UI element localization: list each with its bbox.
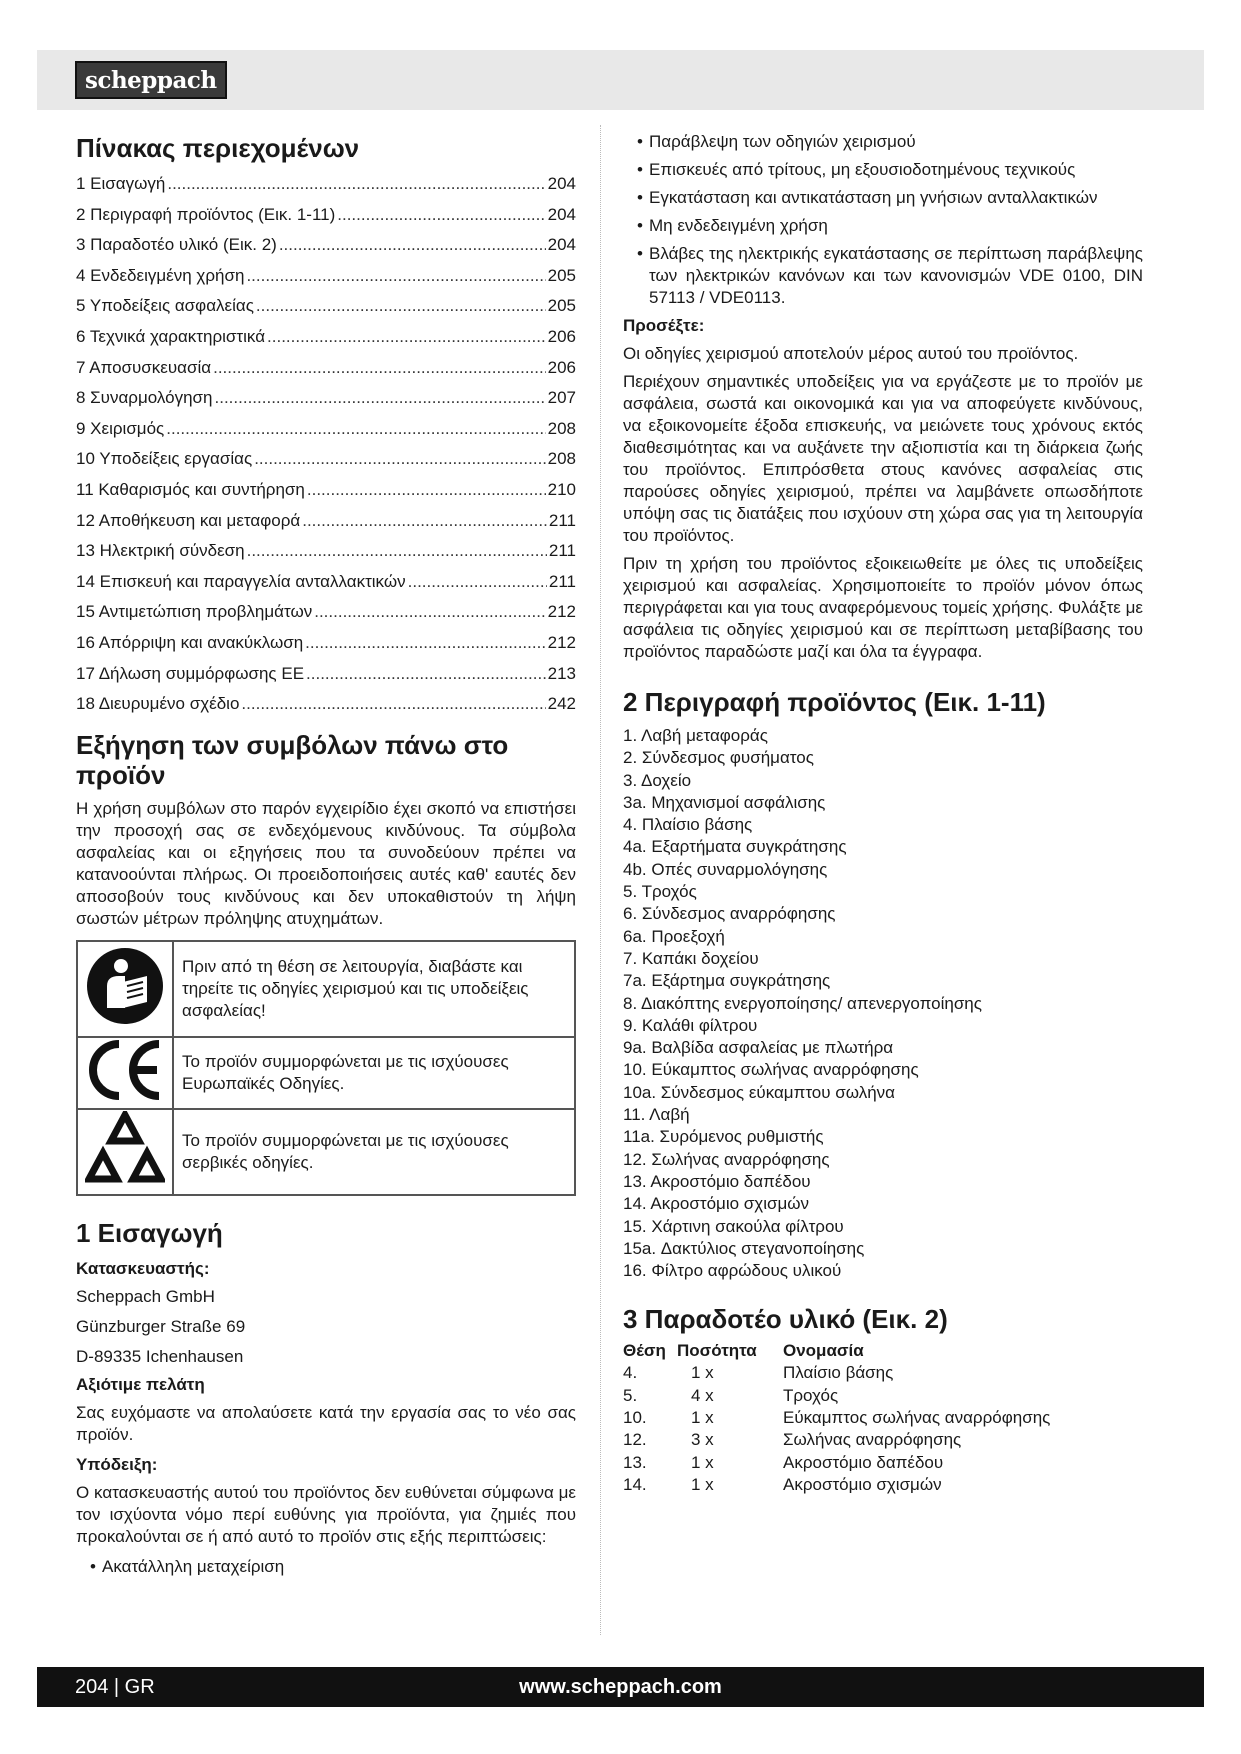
scope-position: 5. — [623, 1385, 638, 1405]
read-manual-icon — [85, 946, 165, 1026]
toc-leader-dots — [408, 567, 547, 598]
symbol-text: Πριν από τη θέση σε λειτουργία, διαβάστε και τηρείτε τις οδηγίες χειρισμού και τις υποδείξεις ασφαλείας! — [173, 941, 575, 1037]
toc-item[interactable] — [76, 475, 576, 506]
toc-item-page: 242 — [547, 694, 576, 714]
scope-quantity: 1 x — [691, 1408, 714, 1428]
bullet-item: • Μη ενδεδειγμένη χρήση — [637, 215, 1143, 237]
toc-item[interactable] — [76, 322, 576, 353]
toc-item[interactable] — [76, 628, 576, 659]
symbols-title: Εξήγηση των συμβόλων πάνω στο προϊόν — [76, 729, 509, 790]
symbol-text: Το προϊόν συμμορφώνεται με τις ισχύουσες Ευρωπαϊκές Οδηγίες. — [173, 1037, 575, 1109]
toc-item[interactable] — [76, 597, 576, 628]
attention-paragraph: Περιέχουν σημαντικές υποδείξεις για να εργάζεστε με το προϊόν με ασφάλεια, σωστά και οικονομικά και για να αποφεύγετε κινδύνους, να εξοικονομείτε έξοδα επισκευής, να μειώνετε τους χρόνους εκτός διαθεσιμότητας και να αυξάνετε την αξιοπιστία και τη διάρκεια ζωής του προϊόντος. Επιπρόσθετα στους κανόνες ασφαλείας στις παρούσες οδηγίες χειρισμού, πρέπει να λαμβάνετε οπωσδήποτε υπόψη σας τις διατάξεις που ισχύουν στη χώρα σας για τη λειτουργία του προϊόντος. — [623, 372, 1143, 545]
toc-leader-dots — [215, 383, 546, 414]
toc-item-title: 5 Υποδείξεις ασφαλείας — [76, 296, 254, 316]
toc-leader-dots — [307, 475, 546, 506]
scope-title: 3 Παραδοτέο υλικό (Εικ. 2) — [623, 1304, 948, 1335]
manufacturer-line: D-89335 Ichenhausen — [76, 1346, 244, 1366]
toc-item[interactable] — [76, 169, 576, 200]
part-item: 14. Ακροστόμιο σχισμών — [623, 1194, 810, 1214]
intro-title: 1 Εισαγωγή — [76, 1217, 223, 1248]
toc-leader-dots — [167, 169, 545, 200]
customer-label: Αξιότιμε πελάτη — [76, 1374, 205, 1394]
symbol-icon-cell — [77, 1109, 173, 1195]
part-item: 2. Σύνδεσμος φυσήματος — [623, 748, 814, 768]
toc-item-page: 205 — [547, 265, 576, 285]
footer-url[interactable]: www.scheppach.com — [519, 1676, 722, 1698]
scope-position: 4. — [623, 1363, 638, 1383]
scope-header-quantity: Ποσότητα — [677, 1341, 757, 1361]
toc-item[interactable] — [76, 444, 576, 475]
toc-item[interactable] — [76, 567, 576, 598]
part-item: 15a. Δακτύλιος στεγανοποίησης — [623, 1238, 865, 1258]
scope-name: Ακροστόμιο σχισμών — [783, 1474, 942, 1494]
scope-row — [623, 1474, 1050, 1496]
toc-leader-dots — [166, 414, 545, 445]
part-item: 8. Διακόπτης ενεργοποίησης/ απενεργοποίησης — [623, 993, 982, 1013]
footer-page-number: 204 | GR — [75, 1676, 155, 1698]
symbol-icon-cell — [77, 941, 173, 1037]
scheppach-logo: scheppach — [75, 61, 227, 99]
toc-leader-dots — [314, 597, 545, 628]
part-item: 10a. Σύνδεσμος εύκαμπτου σωλήνα — [623, 1082, 896, 1102]
toc-leader-dots — [279, 230, 546, 261]
bullet-item: • Εγκατάσταση και αντικατάσταση μη γνήσιων ανταλλακτικών — [637, 187, 1143, 209]
note-label: Υπόδειξη: — [76, 1454, 158, 1474]
scope-position: 12. — [623, 1430, 647, 1450]
toc-item[interactable] — [76, 383, 576, 414]
symbol-text: Το προϊόν συμμορφώνεται με τις ισχύουσες σερβικές οδηγίες. — [173, 1109, 575, 1195]
part-item: 5. Τροχός — [623, 882, 697, 902]
toc-item-title: 11 Καθαρισμός και συντήρηση — [76, 479, 305, 499]
scope-name: Τροχός — [783, 1385, 839, 1405]
scope-quantity: 1 x — [691, 1474, 714, 1494]
attention-label: Προσέξτε: — [623, 316, 705, 335]
toc-item[interactable] — [76, 261, 576, 292]
part-item: 3a. Μηχανισμοί ασφάλισης — [623, 792, 826, 812]
part-item: 9a. Βαλβίδα ασφαλείας με πλωτήρα — [623, 1038, 894, 1058]
toc-item[interactable] — [76, 506, 576, 537]
toc-list — [76, 169, 576, 720]
toc-item-title: 9 Χειρισμός — [76, 418, 165, 438]
bullet-item: • Επισκευές από τρίτους, μη εξουσιοδοτημένους τεχνικούς — [637, 159, 1143, 181]
scope-name: Εύκαμπτος σωλήνας αναρρόφησης — [783, 1408, 1051, 1428]
part-item: 7a. Εξάρτημα συγκράτησης — [623, 971, 831, 991]
toc-item-title: 15 Αντιμετώπιση προβλημάτων — [76, 602, 313, 622]
left-column — [76, 125, 576, 1584]
symbol-row — [77, 941, 575, 1037]
toc-item[interactable] — [76, 353, 576, 384]
scope-quantity: 1 x — [691, 1363, 714, 1383]
liability-bullets-right — [623, 131, 1143, 309]
column-divider — [600, 125, 601, 1635]
toc-item-title: 12 Αποθήκευση και μεταφορά — [76, 510, 301, 530]
toc-item-title: 16 Απόρριψη και ανακύκλωση — [76, 632, 304, 652]
toc-item-title: 2 Περιγραφή προϊόντος (Εικ. 1-11) — [76, 204, 336, 224]
toc-item-page: 213 — [547, 663, 576, 683]
scope-name: Σωλήνας αναρρόφησης — [783, 1430, 962, 1450]
part-item: 10. Εύκαμπτος σωλήνας αναρρόφησης — [623, 1060, 919, 1080]
toc-item-title: 6 Τεχνικά χαρακτηριστικά — [76, 326, 266, 346]
part-item: 13. Ακροστόμιο δαπέδου — [623, 1171, 811, 1191]
attention-paragraph: Πριν τη χρήση του προϊόντος εξοικειωθείτε με όλες τις υποδείξεις χειρισμού και ασφαλείας. Χρησιμοποιείτε το προϊόν μόνον όπως περιγράφεται και για τους αναφερόμενους τομείς χρήσης. Φυλάξτε με ασφάλεια τις οδηγίες χειρισμού και σε περίπτωση μεταβίβασης του προϊόντος παραδώστε μαζί και όλα τα έγγραφα. — [623, 554, 1143, 661]
part-item: 12. Σωλήνας αναρρόφησης — [623, 1149, 830, 1169]
part-item: 16. Φίλτρο αφρώδους υλικού — [623, 1261, 842, 1281]
scope-position: 13. — [623, 1452, 647, 1472]
bullet-item: • Ακατάλληλη μεταχείριση — [90, 1556, 576, 1578]
toc-item-page: 212 — [547, 602, 576, 622]
toc-item[interactable] — [76, 414, 576, 445]
symbol-icon-cell — [77, 1037, 173, 1109]
page-header — [37, 50, 1204, 110]
toc-item-page: 206 — [547, 357, 576, 377]
toc-item[interactable] — [76, 230, 576, 261]
scope-quantity: 4 x — [691, 1385, 714, 1405]
toc-leader-dots — [267, 322, 546, 353]
toc-leader-dots — [246, 261, 545, 292]
toc-item-page: 212 — [547, 632, 576, 652]
manufacturer-label: Κατασκευαστής: — [76, 1258, 210, 1278]
toc-item-title: 17 Δήλωση συμμόρφωσης ΕΕ — [76, 663, 305, 683]
toc-leader-dots — [302, 506, 547, 537]
scope-header-row — [623, 1340, 1050, 1362]
toc-item-page: 205 — [547, 296, 576, 316]
bullet-item: • Βλάβες της ηλεκτρικής εγκατάστασης σε περίπτωση παράβλεψης των ηλεκτρικών κανόνων και των κανονισμών VDE 0100, DIN 57113 / VDE0113. — [637, 243, 1143, 309]
toc-item[interactable] — [76, 536, 576, 567]
toc-item-page: 204 — [547, 174, 576, 193]
toc-item-page: 208 — [547, 449, 576, 469]
toc-leader-dots — [256, 291, 546, 322]
part-item: 4. Πλαίσιο βάσης — [623, 815, 753, 835]
toc-item[interactable] — [76, 689, 576, 720]
toc-item-title: 18 Διευρυμένο σχέδιο — [76, 694, 240, 714]
toc-leader-dots — [247, 536, 547, 567]
scope-row — [623, 1362, 1050, 1384]
toc-item-page: 211 — [548, 510, 576, 530]
toc-item-page: 207 — [547, 388, 576, 408]
toc-leader-dots — [337, 200, 545, 231]
toc-title: Πίνακας περιεχομένων — [76, 133, 360, 163]
scope-body — [623, 1362, 1050, 1496]
toc-item-page: 206 — [547, 326, 576, 346]
part-item: 6a. Προεξοχή — [623, 926, 725, 946]
toc-item-title: 7 Αποσυσκευασία — [76, 357, 212, 377]
symbol-row — [77, 1109, 575, 1195]
scope-table — [623, 1340, 1050, 1496]
customer-text: Σας ευχόμαστε να απολαύσετε κατά την εργασία σας το νέο σας προϊόν. — [76, 1402, 576, 1444]
part-item: 4a. Εξαρτήματα συγκράτησης — [623, 837, 847, 857]
toc-item-title: 14 Επισκευή και παραγγελία ανταλλακτικών — [76, 571, 406, 591]
toc-item-title: 13 Ηλεκτρική σύνδεση — [76, 541, 245, 561]
toc-item-title: 10 Υποδείξεις εργασίας — [76, 449, 253, 469]
scope-position: 14. — [623, 1474, 647, 1494]
attention-paragraph: Οι οδηγίες χειρισμού αποτελούν μέρος αυτού του προϊόντος. — [623, 344, 1079, 363]
toc-item-title: 4 Ενδεδειγμένη χρήση — [76, 265, 245, 285]
toc-item-page: 211 — [548, 571, 576, 591]
part-item: 7. Καπάκι δοχείου — [623, 948, 759, 968]
toc-leader-dots — [306, 659, 546, 690]
toc-item[interactable] — [76, 291, 576, 322]
part-item: 1. Λαβή μεταφοράς — [623, 726, 768, 745]
bullet-item: • Παράβλεψη των οδηγιών χειρισμού — [637, 131, 1143, 153]
scope-position: 10. — [623, 1408, 647, 1428]
scope-quantity: 1 x — [691, 1452, 714, 1472]
note-text: Ο κατασκευαστής αυτού του προϊόντος δεν ευθύνεται σύμφωνα με τον ισχύοντα νόμο περί ευθύνης για προϊόντα, για ζημιές που προκαλούνται σε ή από αυτό το προϊόν στις εξής περιπτώσεις: — [76, 1482, 576, 1546]
description-title: 2 Περιγραφή προϊόντος (Εικ. 1-11) — [623, 687, 1046, 717]
right-column — [623, 125, 1143, 1496]
parts-list — [623, 725, 1143, 1282]
scope-header-name: Ονομασία — [783, 1341, 864, 1361]
toc-item-page: 204 — [547, 204, 576, 224]
toc-leader-dots — [241, 689, 545, 720]
toc-item[interactable] — [76, 200, 576, 231]
toc-item[interactable] — [76, 659, 576, 690]
part-item: 4b. Οπές συναρμολόγησης — [623, 859, 828, 879]
part-item: 3. Δοχείο — [623, 770, 692, 790]
scope-name: Πλαίσιο βάσης — [783, 1363, 894, 1383]
scope-row — [623, 1407, 1050, 1429]
symbols-table — [76, 940, 576, 1196]
scope-header-position: Θέση — [623, 1341, 666, 1361]
scope-row — [623, 1385, 1050, 1407]
symbol-row — [77, 1037, 575, 1109]
part-item: 9. Καλάθι φίλτρου — [623, 1015, 758, 1035]
scope-row — [623, 1429, 1050, 1451]
toc-item-page: 211 — [548, 541, 576, 561]
part-item: 11. Λαβή — [623, 1105, 690, 1125]
toc-leader-dots — [254, 444, 545, 475]
toc-item-title: 3 Παραδοτέο υλικό (Εικ. 2) — [76, 235, 277, 255]
part-item: 6. Σύνδεσμος αναρρόφησης — [623, 904, 836, 924]
manufacturer-line: Günzburger Straße 69 — [76, 1316, 246, 1336]
toc-leader-dots — [305, 628, 545, 659]
scope-quantity: 3 x — [691, 1430, 714, 1450]
toc-item-title: 8 Συναρμολόγηση — [76, 388, 213, 408]
part-item: 15. Χάρτινη σακούλα φίλτρου — [623, 1216, 844, 1236]
serbian-mark-icon — [85, 1111, 165, 1187]
symbols-intro: Η χρήση συμβόλων στο παρόν εγχειρίδιο έχει σκοπό να επιστήσει την προσοχή σας σε ενδεχόμενους κινδύνους. Τα σύμβολα ασφαλείας και οι εξηγήσεις που τα συνοδεύουν πρέπει να κατανοούνται πλήρως. Οι προειδοποιήσεις αυτές καθ' εαυτές δεν αποσοβούν τους κινδύνους και δεν υποκαθιστούν τη λήψη σωστών μέτρων πρόληψης ατυχημάτων. — [76, 798, 576, 928]
scope-row — [623, 1452, 1050, 1474]
toc-item-page: 204 — [547, 235, 576, 255]
manufacturer-line: Scheppach GmbH — [76, 1286, 215, 1306]
toc-leader-dots — [213, 353, 546, 384]
ce-mark-icon — [83, 1038, 167, 1102]
liability-bullets-left — [76, 1556, 576, 1578]
toc-item-page: 210 — [547, 479, 576, 499]
scope-name: Ακροστόμιο δαπέδου — [783, 1452, 944, 1472]
toc-item-page: 208 — [547, 418, 576, 438]
page-footer — [37, 1667, 1204, 1707]
toc-item-title: 1 Εισαγωγή — [76, 174, 166, 193]
part-item: 11a. Συρόμενος ρυθμιστής — [623, 1127, 824, 1147]
